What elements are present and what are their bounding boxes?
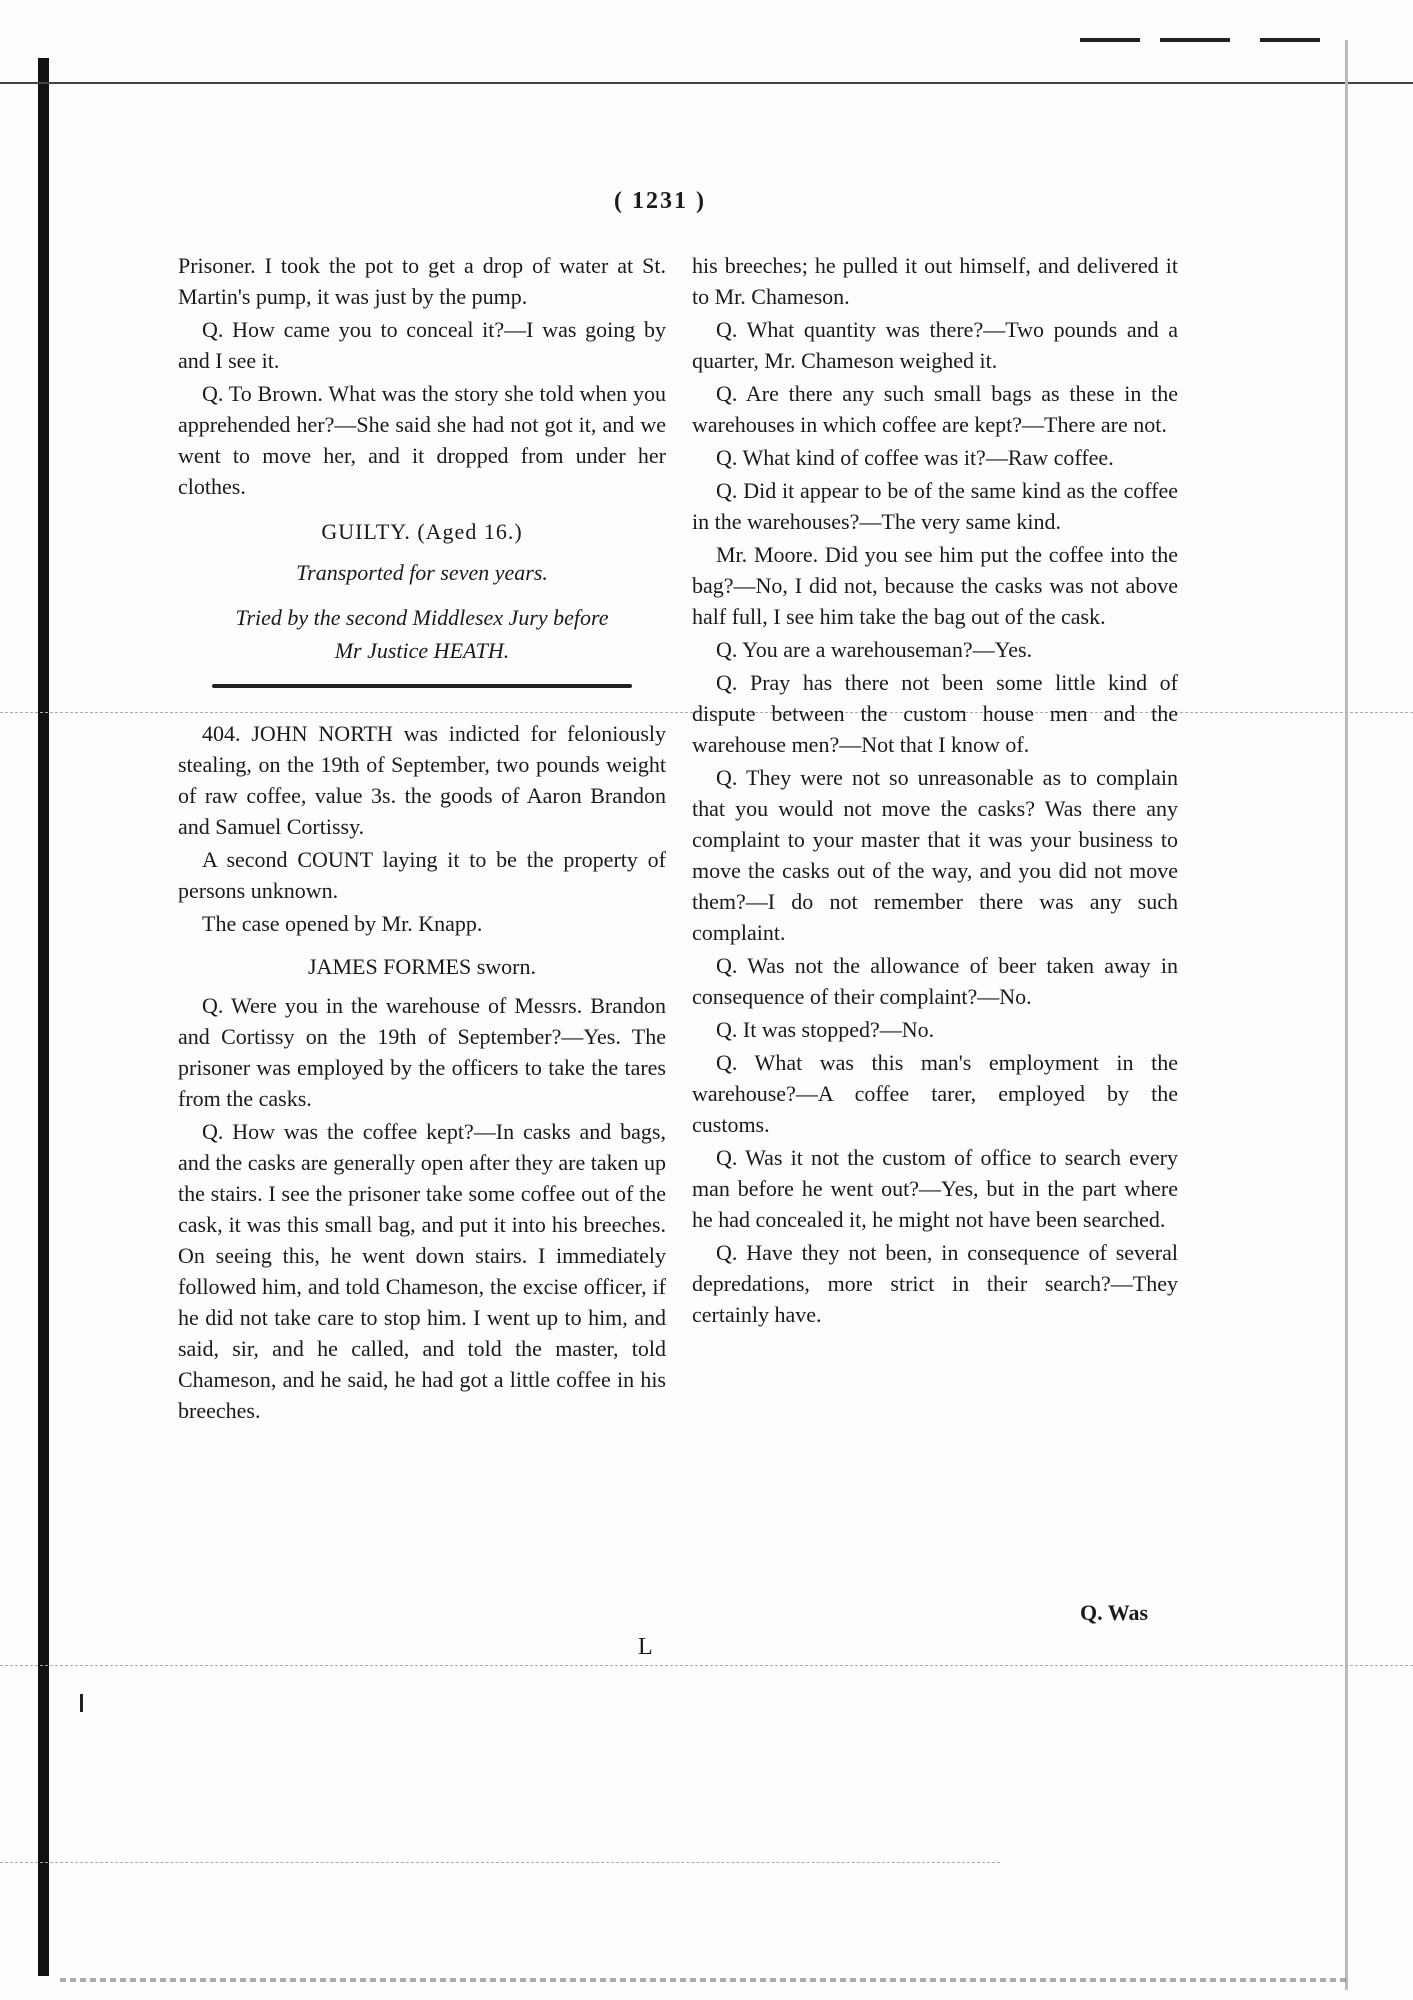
paragraph: Q. Did it appear to be of the same kind as the coffee in the warehouses?—The very same kind.	[692, 478, 1178, 534]
paragraph: Q. How came you to conceal it?—I was going by and I see it.	[178, 317, 666, 373]
scan-dash-line	[0, 1665, 1413, 1667]
catchword: Q. Was	[1080, 1600, 1149, 1625]
paragraph: Q. Was not the allowance of beer taken away in consequence of their complaint?—No.	[692, 953, 1178, 1009]
paragraph: Q. Have they not been, in consequence of several depredations, more strict in their search?—They certainly have.	[692, 1240, 1178, 1327]
paragraph: Q. What was this man's employment in the warehouse?—A coffee tarer, employed by the customs.	[692, 1050, 1178, 1137]
paragraph: Q. Are there any such small bags as these in the warehouses in which coffee are kept?—There are not.	[692, 381, 1178, 437]
paragraph: Prisoner. I took the pot to get a drop of water at St. Martin's pump, it was just by the pump.	[178, 253, 666, 309]
paragraph: Q. What quantity was there?—Two pounds and a quarter, Mr. Chameson weighed it.	[692, 317, 1178, 373]
second-count: A second COUNT laying it to be the property of persons unknown.	[178, 847, 666, 903]
verdict: GUILTY. (Aged 16.)	[321, 519, 523, 544]
right-column	[692, 250, 1178, 1332]
paragraph: Q. They were not so unreasonable as to complain that you would not move the casks? Was there any complaint to your master that it was your business to move the casks out of the way, and you did not move them?—I do not remember there was any such complaint.	[692, 765, 1178, 945]
scan-dash-line	[0, 1862, 1000, 1864]
paragraph: Q. What kind of coffee was it?—Raw coffee.	[716, 445, 1114, 470]
tried-by: Tried by the second Middlesex Jury before	[235, 605, 609, 630]
binding-edge	[38, 58, 49, 1976]
paragraph: Q. You are a warehouseman?—Yes.	[716, 637, 1033, 662]
top-scan-line	[0, 82, 1413, 84]
scan-mark	[1260, 38, 1320, 42]
paragraph: Q. Was it not the custom of office to search every man before he went out?—Yes, but in the part where he had concealed it, he might not have been searched.	[692, 1145, 1178, 1232]
paragraph: Q. Were you in the warehouse of Messrs. Brandon and Cortissy on the 19th of September?—Yes. The prisoner was employed by the officers to take the tares from the casks.	[178, 993, 666, 1111]
paragraph: Q. To Brown. What was the story she told when you apprehended her?—She said she had not got it, and we went to move her, and it dropped from under her clothes.	[178, 381, 666, 499]
sentence: Transported for seven years.	[296, 560, 548, 585]
section-rule	[212, 684, 632, 688]
case-heading: 404. JOHN NORTH was indicted for feloniously stealing, on the 19th of September, two pounds weight of raw coffee, value 3s. the goods of Aaron Brandon and Samuel Cortissy.	[178, 721, 666, 839]
paragraph: Mr. Moore. Did you see him put the coffee into the bag?—No, I did not, because the casks was not above half full, I see him take the bag out of the cask.	[692, 542, 1178, 629]
paragraph: Q. Pray has there not been some little kind of dispute between the custom house men and the warehouse men?—Not that I know of.	[692, 670, 1178, 757]
right-page-edge	[1345, 40, 1348, 1990]
judge: Mr Justice HEATH.	[334, 638, 510, 663]
left-column	[178, 250, 666, 1428]
scan-mark	[1160, 38, 1230, 42]
bottom-scan-noise	[60, 1978, 1350, 1982]
signature-mark: L	[638, 1634, 653, 1660]
paragraph: Q. It was stopped?—No.	[716, 1017, 935, 1042]
scan-mark	[1080, 38, 1140, 42]
case-opened: The case opened by Mr. Knapp.	[202, 911, 483, 936]
witness-heading: JAMES FORMES sworn.	[308, 954, 536, 979]
page-number-header: ( 1231 )	[614, 188, 706, 214]
margin-mark	[80, 1694, 83, 1712]
paragraph: Q. How was the coffee kept?—In casks and bags, and the casks are generally open after they are taken up the stairs. I see the prisoner take some coffee out of the cask, it was this small bag, and put it into his breeches. On seeing this, he went down stairs. I immediately followed him, and told Chameson, the excise officer, if he did not take care to stop him. I went up to him, and said, sir, and he called, and told the master, told Chameson, and he said, he had got a little coffee in his breeches.	[178, 1119, 666, 1423]
paragraph: his breeches; he pulled it out himself, and delivered it to Mr. Chameson.	[692, 253, 1178, 309]
